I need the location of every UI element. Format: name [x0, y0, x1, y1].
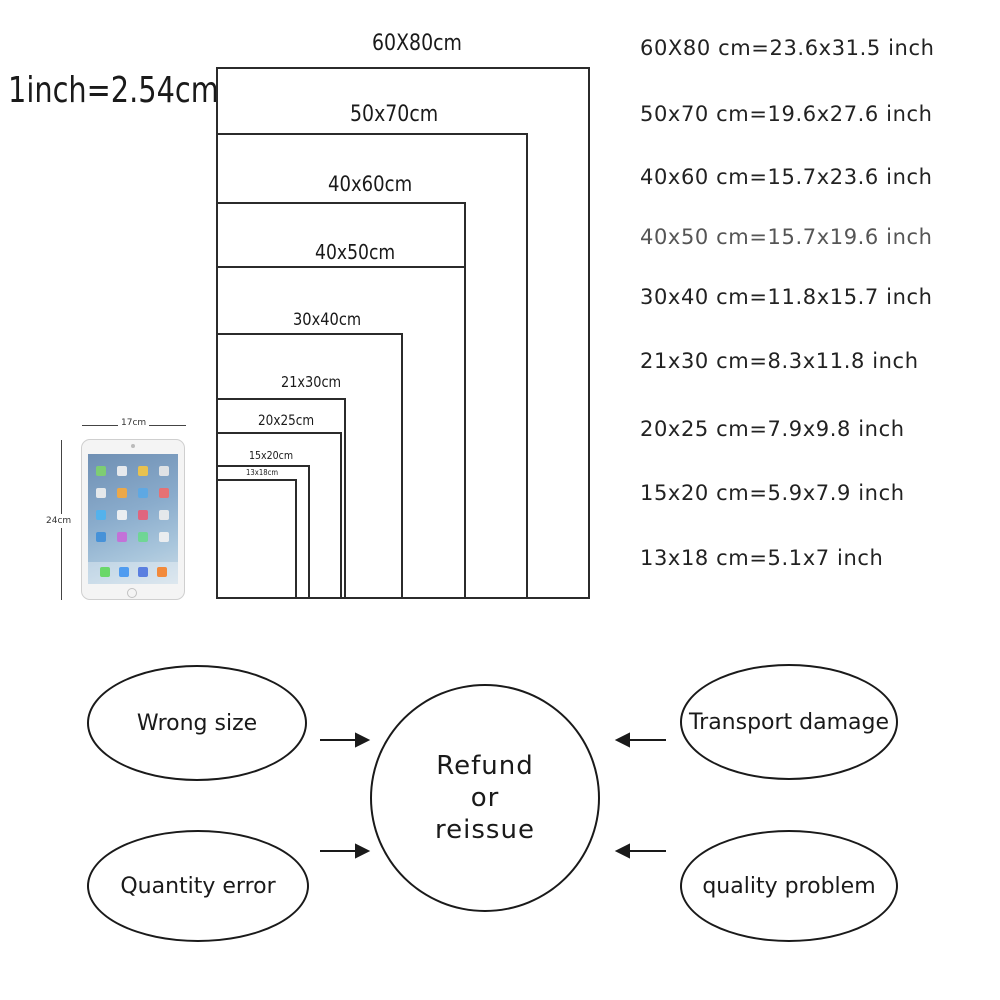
arrow-right-icon	[320, 734, 368, 746]
conversion-item: 40x60 cm=15.7x23.6 inch	[640, 165, 933, 189]
frame-label: 30x40cm	[293, 310, 362, 330]
frame-label: 50x70cm	[350, 102, 439, 127]
conversion-item: 40x50 cm=15.7x19.6 inch	[640, 225, 933, 249]
frame-label: 15x20cm	[249, 449, 294, 462]
frame-label: 60X80cm	[372, 31, 462, 56]
arrow-left-icon	[617, 845, 666, 857]
frame-label: 40x50cm	[315, 240, 396, 264]
conversion-item: 21x30 cm=8.3x11.8 inch	[640, 349, 919, 373]
outcome-line: or	[470, 783, 500, 813]
frame-label: 20x25cm	[258, 413, 315, 429]
outcome-line: reissue	[435, 815, 535, 845]
unit-conversion-note: 1inch=2.54cm	[8, 70, 219, 111]
arrow-right-icon	[320, 845, 368, 857]
conversion-item: 60X80 cm=23.6x31.5 inch	[640, 36, 935, 60]
conversion-item: 50x70 cm=19.6x27.6 inch	[640, 102, 933, 126]
conversion-item: 20x25 cm=7.9x9.8 inch	[640, 417, 905, 441]
cause-label: Transport damage	[688, 709, 890, 735]
cause-label: Quantity error	[120, 873, 276, 899]
tablet-width-label: 17cm	[118, 418, 149, 428]
conversion-item: 13x18 cm=5.1x7 inch	[640, 546, 884, 570]
cause-label: Wrong size	[136, 710, 258, 736]
conversion-item: 30x40 cm=11.8x15.7 inch	[640, 285, 933, 309]
frame-label: 21x30cm	[281, 373, 342, 391]
outcome-line: Refund	[436, 751, 534, 781]
arrow-left-icon	[617, 734, 666, 746]
frame-label: 13x18cm	[246, 468, 279, 477]
cause-label: quality problem	[702, 873, 876, 899]
frame-label: 40x60cm	[328, 172, 413, 196]
conversion-item: 15x20 cm=5.9x7.9 inch	[640, 481, 905, 505]
tablet-height-label: 24cm	[46, 516, 72, 526]
